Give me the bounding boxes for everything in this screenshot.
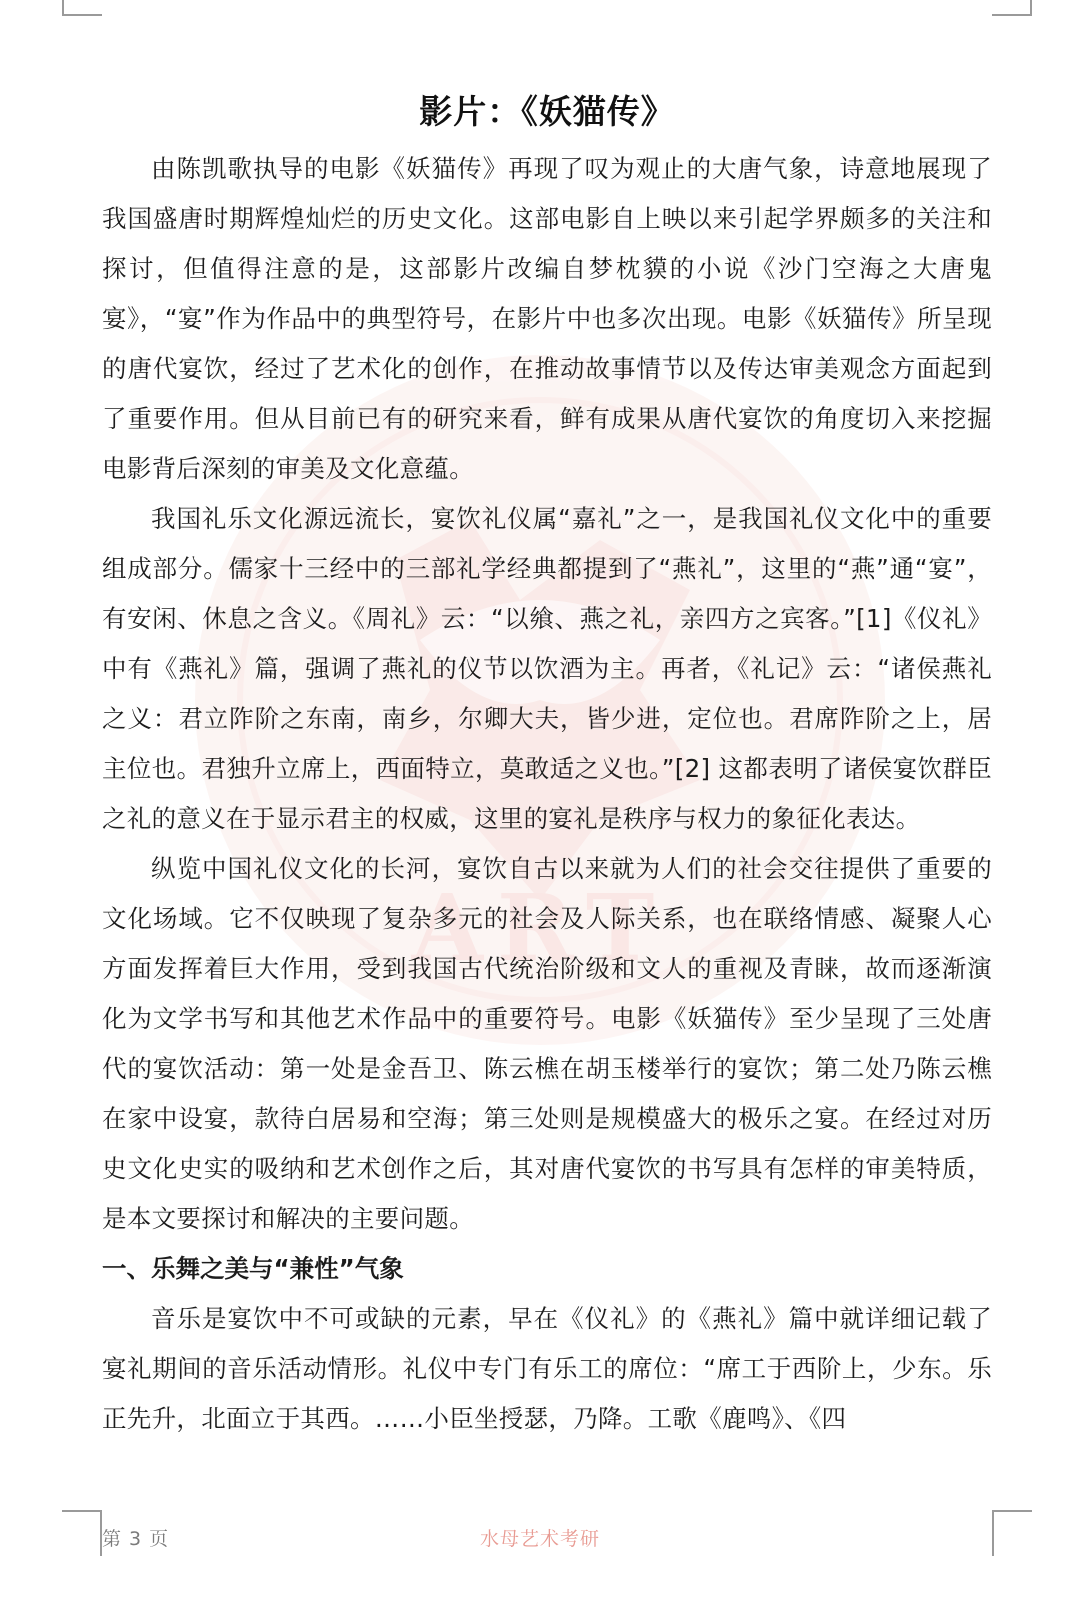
paragraph-1: 由陈凯歌执导的电影《妖猫传》再现了叹为观止的大唐气象，诗意地展现了我国盛唐时期辉煌灿烂的历史文化。这部电影自上映以来引起学界颇多的关注和探讨，但值得注意的是，这部影片改编自梦枕貘的小说《沙门空海之大唐鬼宴》，“宴”作为作品中的典型符号，在影片中也多次出现。电影《妖猫传》所呈现的唐代宴饮，经过了艺术化的创作，在推动故事情节以及传达审美观念方面起到了重要作用。但从目前已有的研究来看，鲜有成果从唐代宴饮的角度切入来挖掘电影背后深刻的审美及文化意蕴。	[102, 154, 992, 483]
footer-brand: 水母艺术考研	[479, 1528, 600, 1550]
crop-mark-top-right	[992, 0, 1032, 16]
section-paragraph: 音乐是宴饮中不可或缺的元素，早在《仪礼》的《燕礼》篇中就详细记载了宴礼期间的音乐活动情形。礼仪中专门有乐工的席位：“席工于西阶上，少东。乐正先升，北面立于其西。……小臣坐授瑟，乃降。工歌《鹿鸣》、《四	[102, 1304, 992, 1433]
paragraph-2: 我国礼乐文化源远流长，宴饮礼仪属“嘉礼”之一，是我国礼仪文化中的重要组成部分。儒家十三经中的三部礼学经典都提到了“燕礼”，这里的“燕”通“宴”，有安闲、休息之含义。《周礼》云：“以飨、燕之礼，亲四方之宾客。”[1]《仪礼》中有《燕礼》篇，强调了燕礼的仪节以饮酒为主。再者，《礼记》云：“诸侯燕礼之义：君立阼阶之东南，南乡，尔卿大夫，皆少进，定位也。君席阼阶之上，居主位也。君独升立席上，西面特立，莫敢适之义也。”[2] 这都表明了诸侯宴饮群臣之礼的意义在于显示君主的权威，这里的宴礼是秩序与权力的象征化表达。	[102, 504, 992, 833]
page-number: 第 3 页	[102, 1528, 170, 1550]
document-title: 影片：《妖猫传》	[419, 92, 675, 131]
document-body	[102, 80, 992, 1444]
crop-mark-top-left	[62, 0, 102, 16]
section-heading: 一、乐舞之美与“兼性”气象	[102, 1254, 404, 1283]
watermark-text: ART	[411, 874, 669, 982]
paragraph-3: 纵览中国礼仪文化的长河，宴饮自古以来就为人们的社会交往提供了重要的文化场域。它不仅映现了复杂多元的社会及人际关系，也在联络情感、凝聚人心方面发挥着巨大作用，受到我国古代统治阶级和文人的重视及青睐，故而逐渐演化为文学书写和其他艺术作品中的重要符号。电影《妖猫传》至少呈现了三处唐代的宴饮活动：第一处是金吾卫、陈云樵在胡玉楼举行的宴饮；第二处乃陈云樵在家中设宴，款待白居易和空海；第三处则是规模盛大的极乐之宴。在经过对历史文化史实的吸纳和艺术创作之后，其对唐代宴饮的书写具有怎样的审美特质，是本文要探讨和解决的主要问题。	[102, 854, 992, 1233]
